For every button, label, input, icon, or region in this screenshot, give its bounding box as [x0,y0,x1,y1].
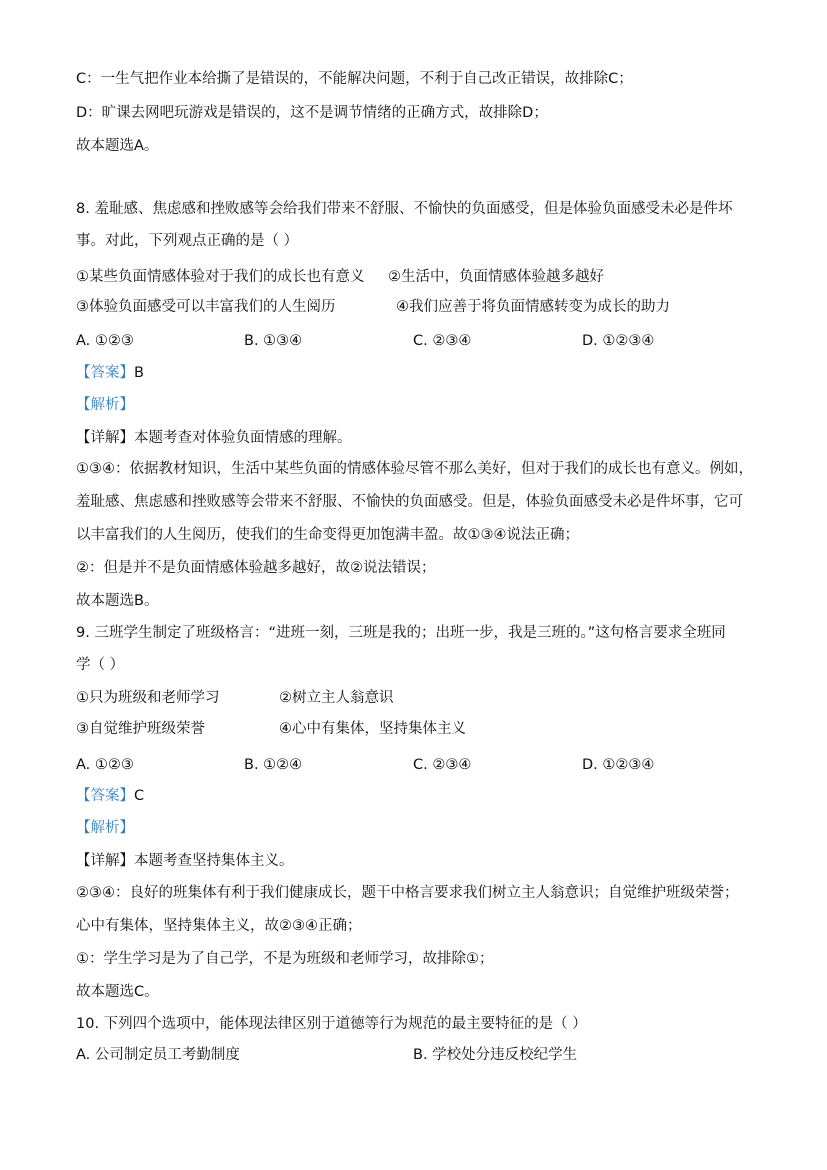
q9-option-a: A. ①②③ [76,757,134,773]
q8-conclusion: 故本题选B。 [76,593,159,609]
q8-item-4: ④我们应善于将负面情感转变为成长的助力 [396,299,670,315]
q10-stem: 10. 下列四个选项中，能体现法律区别于道德等行为规范的最主要特征的是（ ） [76,1016,587,1032]
q9-answer [76,786,144,806]
q8-analysis-label: 【解析】 [76,397,134,413]
q10-option-a: A. 公司制定员工考勤制度 [76,1047,240,1063]
answer-value: C [134,788,145,804]
q8-stem-line-2: 事。对此，下列观点正确的是（ ） [76,233,299,249]
q8-explanation-line-1: ①③④：依据教材知识，生活中某些负面的情感体验尽管不那么美好，但对于我们的成长也有意义。例如， [76,461,753,477]
q8-option-a: A. ①②③ [76,333,134,349]
q8-explanation-line-4: ②：但是并不是负面情感体验越多越好，故②说法错误； [76,560,436,576]
q9-option-d: D. ①②③④ [582,757,655,773]
q9-detail: 【详解】本题考查坚持集体主义。 [76,853,294,869]
q8-explanation-line-2: 羞耻感、焦虑感和挫败感等会带来不舒服、不愉快的负面感受。但是，体验负面感受未必是件坏事，它可 [76,494,743,510]
q9-stem-line-1: 9. 三班学生制定了班级格言：“进班一刻，三班是我的；出班一步，我是三班的。”这句格言要求全班同 [76,625,726,641]
answer-label: 【答案】 [76,365,134,381]
q8-option-d: D. ①②③④ [582,333,655,349]
q8-explanation-line-3: 以丰富我们的人生阅历，使我们的生命变得更加饱满丰盈。故①③④说法正确； [76,527,579,543]
answer-label: 【答案】 [76,788,134,804]
q9-option-b: B. ①②④ [244,757,303,773]
q9-stem-line-2: 学（ ） [76,657,125,673]
q9-item-3: ③自觉维护班级荣誉 [76,721,205,737]
q9-item-2: ②树立主人翁意识 [279,690,394,706]
q9-item-1: ①只为班级和老师学习 [76,690,220,706]
q8-option-b: B. ①③④ [244,333,303,349]
q8-option-c: C. ②③④ [413,333,472,349]
q9-analysis-label: 【解析】 [76,820,134,836]
q9-explanation-line-3: ①：学生学习是为了自己学，不是为班级和老师学习，故排除①； [76,951,494,967]
answer-value: B [134,365,144,381]
q7-conclusion: 故本题选A。 [76,138,159,154]
q7-explanation-c: C：一生气把作业本给撕了是错误的，不能解决问题，不利于自己改正错误，故排除C； [76,71,633,87]
q9-item-4: ④心中有集体，坚持集体主义 [279,721,466,737]
q9-conclusion: 故本题选C。 [76,984,159,1000]
q8-answer [76,363,144,383]
q9-option-c: C. ②③④ [413,757,472,773]
q8-item-3: ③体验负面感受可以丰富我们的人生阅历 [76,299,336,315]
q8-item-1: ①某些负面情感体验对于我们的成长也有意义 [76,269,365,285]
q8-stem-line-1: 8. 羞耻感、焦虑感和挫败感等会给我们带来不舒服、不愉快的负面感受，但是体验负面感受未必是件坏 [76,201,733,217]
q8-item-2: ②生活中，负面情感体验越多越好 [388,269,604,285]
q8-detail: 【详解】本题考查对体验负面情感的理解。 [76,430,352,446]
q9-explanation-line-1: ②③④：良好的班集体有利于我们健康成长，题干中格言要求我们树立主人翁意识；自觉维护班级荣誉； [76,885,739,901]
q10-option-b: B. 学校处分违反校纪学生 [413,1047,578,1063]
q9-explanation-line-2: 心中有集体，坚持集体主义，故②③④正确； [76,918,362,934]
q7-explanation-d: D：旷课去网吧玩游戏是错误的，这不是调节情绪的正确方式，故排除D； [76,105,548,121]
